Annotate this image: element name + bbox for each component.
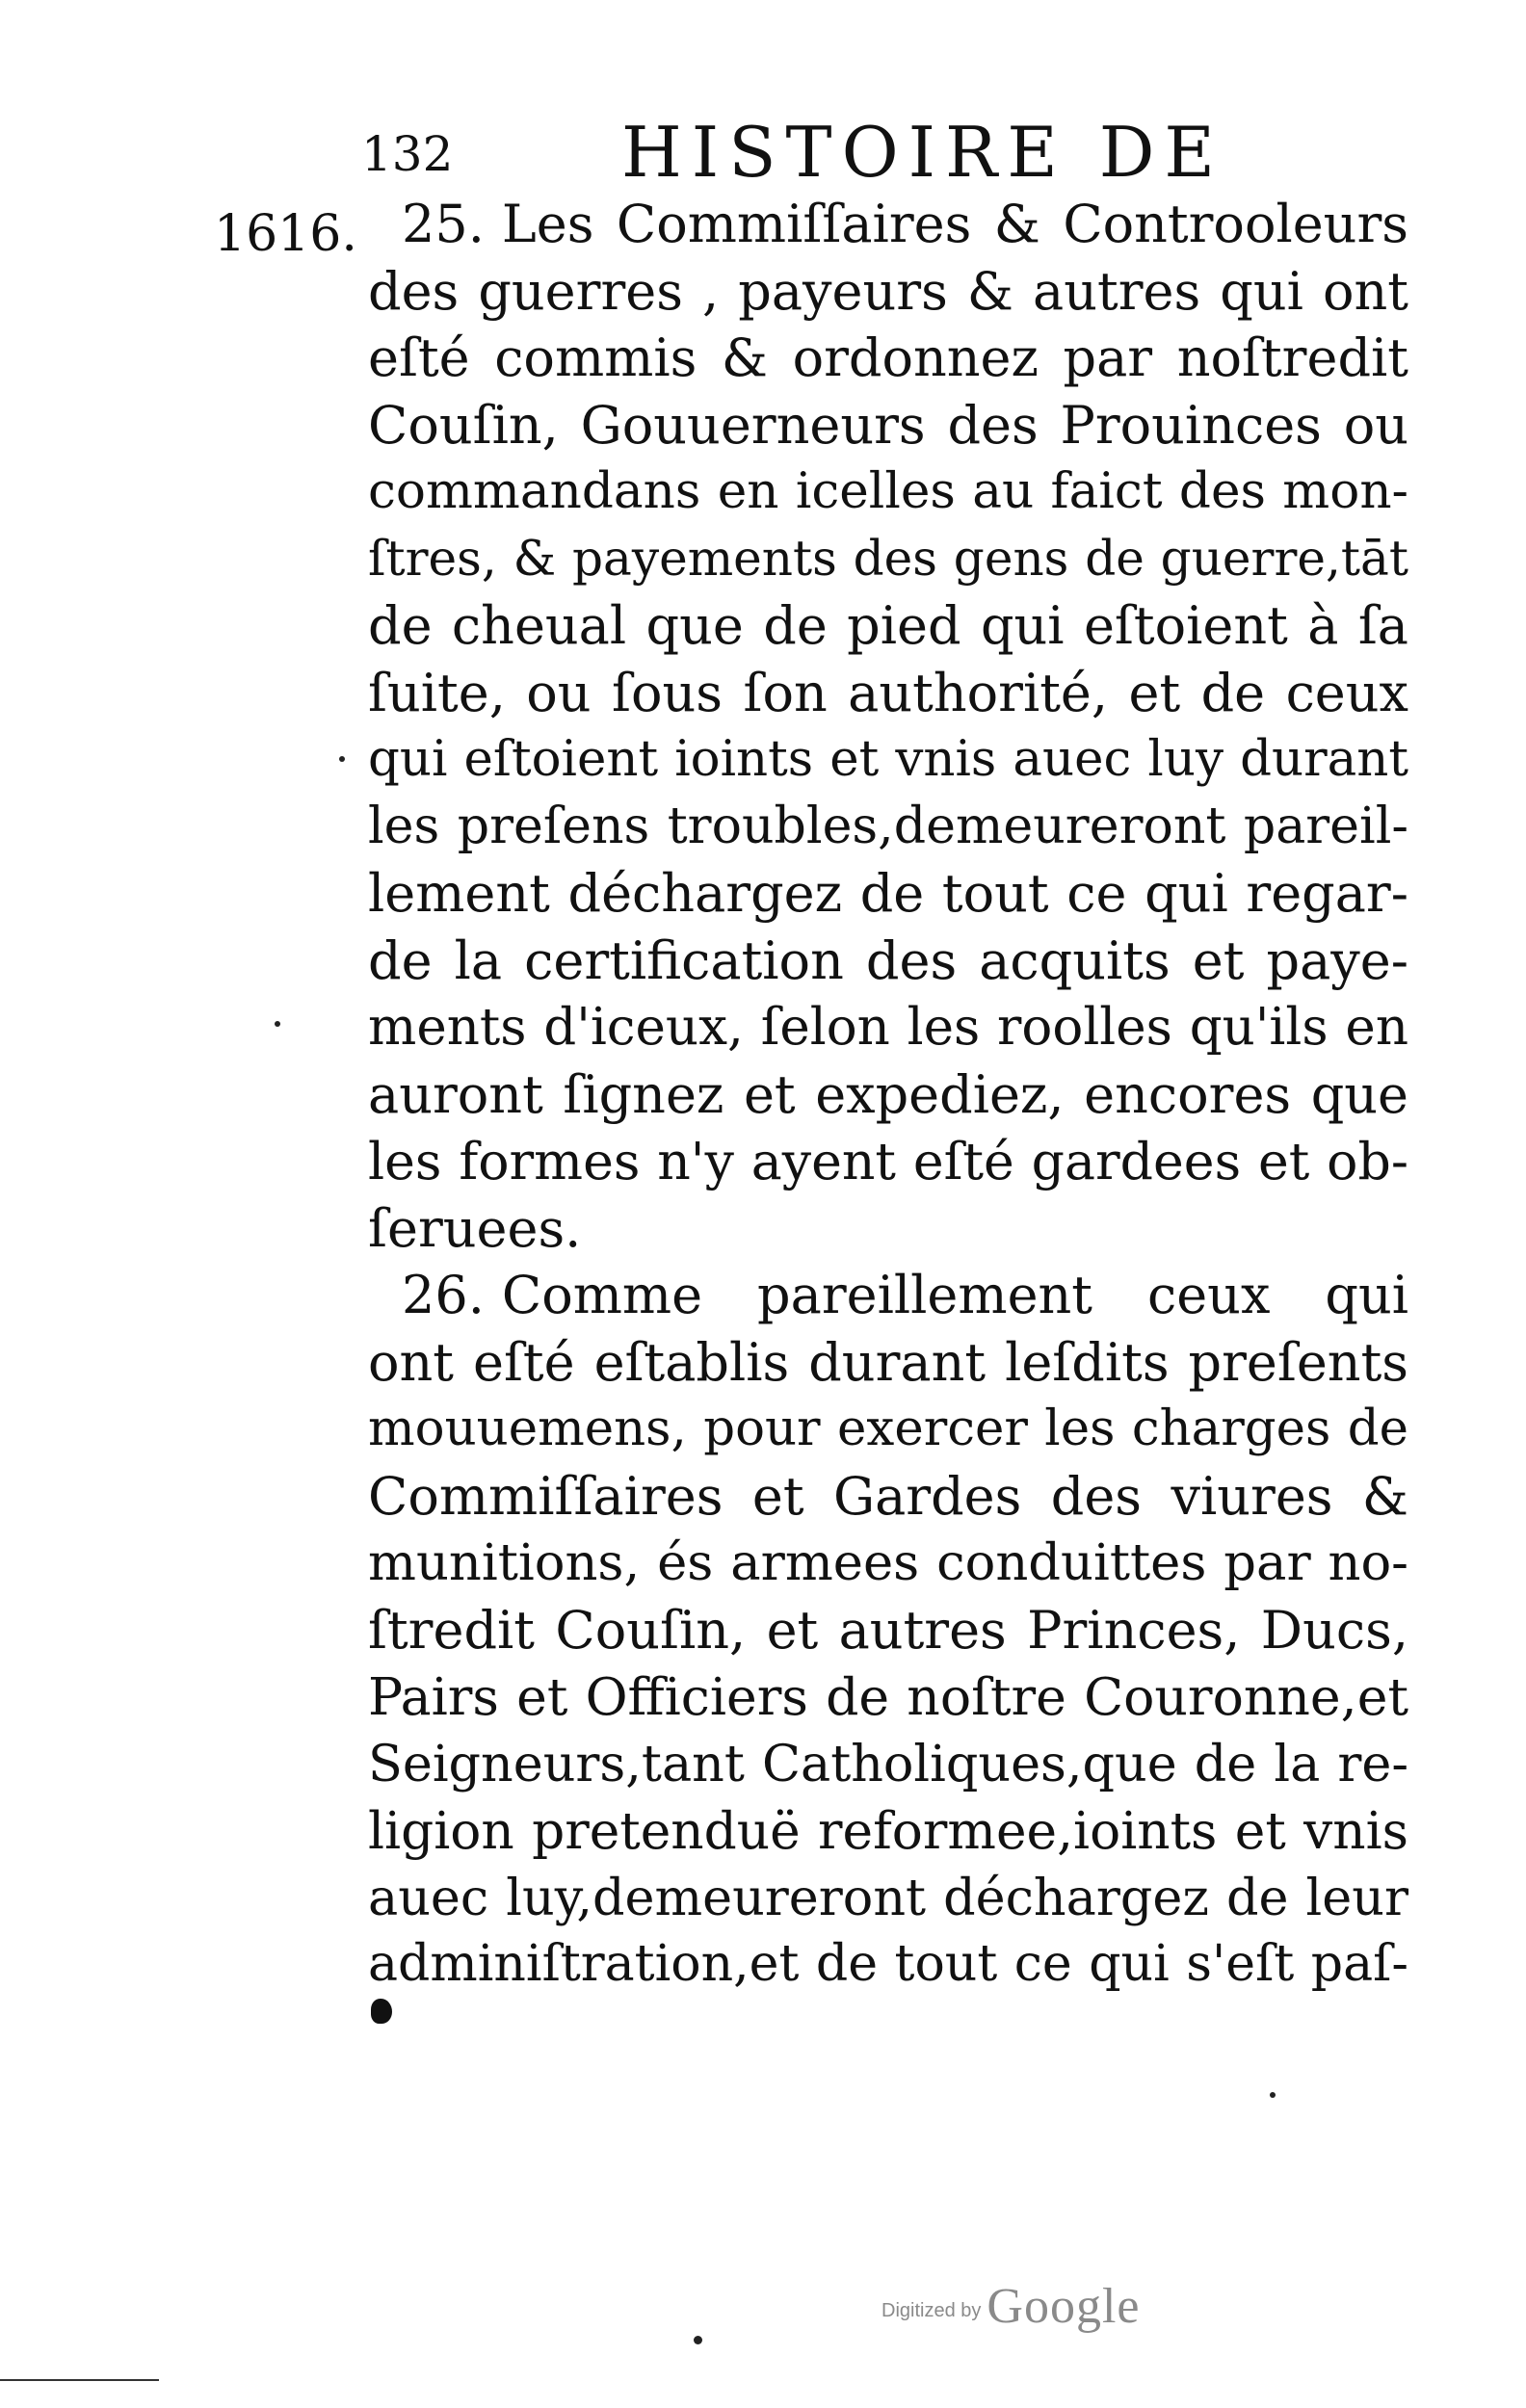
text-line: ſeruees. <box>368 1197 582 1259</box>
ink-speck <box>275 1021 280 1027</box>
text-line: 26. Comme pareillement ceux qui <box>402 1265 1408 1325</box>
ink-speck <box>339 756 345 762</box>
ink-speck <box>1270 2092 1276 2098</box>
text-line: auront ſignez et expediez, encores que <box>368 1063 1408 1125</box>
running-title: HISTOIRE DE <box>621 112 1224 193</box>
text-line: ont eſté eſtablis durant leſdits preſents <box>368 1331 1408 1393</box>
text-line: lement déchargez de tout ce qui regar- <box>368 863 1408 924</box>
bottom-rule <box>0 2379 159 2381</box>
text-line: commandans en icelles au faict des mon- <box>368 462 1408 520</box>
text-line: Commiſſaires et Gardes des viures & <box>368 1465 1408 1527</box>
text-line: Pairs et Officiers de noſtre Couronne,et <box>368 1666 1408 1727</box>
main-text <box>368 191 1408 1999</box>
text-line: Seigneurs,tant Catholiques,que de la re- <box>368 1734 1408 1793</box>
text-line: les formes n'y ayent eſté gardees et ob- <box>368 1131 1408 1191</box>
paragraph-number: 25. <box>402 194 485 254</box>
text-line: Couſin, Gouuerneurs des Prouinces ou <box>368 394 1408 456</box>
text-line: mouuemens, pour exercer les charges de <box>368 1400 1408 1457</box>
text-line: 25. Les Commiſſaires & Controoleurs <box>402 194 1408 254</box>
text-line: ſtredit Couſin, et autres Princes, Ducs, <box>368 1599 1408 1661</box>
text-line: qui eſtoient ioints et vnis auec luy durant <box>368 730 1408 788</box>
text-line: de la certification des acquits et paye- <box>368 929 1408 991</box>
text-line: ſtres, & payements des gens de guerre,tāt <box>368 530 1408 587</box>
text-line: munitions, és armees conduittes par no- <box>368 1533 1408 1592</box>
text-line: eſté commis & ordonnez par noſtredit <box>368 327 1408 388</box>
text-line: ligion pretenduë reformee,ioints et vnis <box>368 1800 1408 1861</box>
text-line: de cheual que de pied qui eſtoient à ſa <box>368 595 1408 656</box>
paragraph-number: 26. <box>402 1265 485 1325</box>
text-line: auec luy,demeureront déchargez de leur <box>368 1868 1408 1927</box>
digitized-watermark <box>881 2278 1140 2335</box>
ink-speck <box>694 2336 702 2344</box>
text-line: ments d'iceux, ſelon les roolles qu'ils en <box>368 997 1408 1057</box>
ink-blot <box>371 1999 392 2024</box>
text-line: adminiſtration,et de tout ce qui s'eſt paſ- <box>368 1935 1408 1993</box>
page-number: 132 <box>361 126 454 182</box>
google-logo: Google <box>987 2279 1141 2334</box>
margin-year: 1616. <box>214 205 357 263</box>
text-line: des guerres , payeurs & autres qui ont <box>368 260 1408 322</box>
digitized-prefix: Digitized by <box>881 2300 982 2321</box>
text-line: ſuite, ou ſous ſon authorité, et de ceux <box>368 662 1408 723</box>
text-line: les preſens troubles,demeureront pareil- <box>368 797 1408 855</box>
